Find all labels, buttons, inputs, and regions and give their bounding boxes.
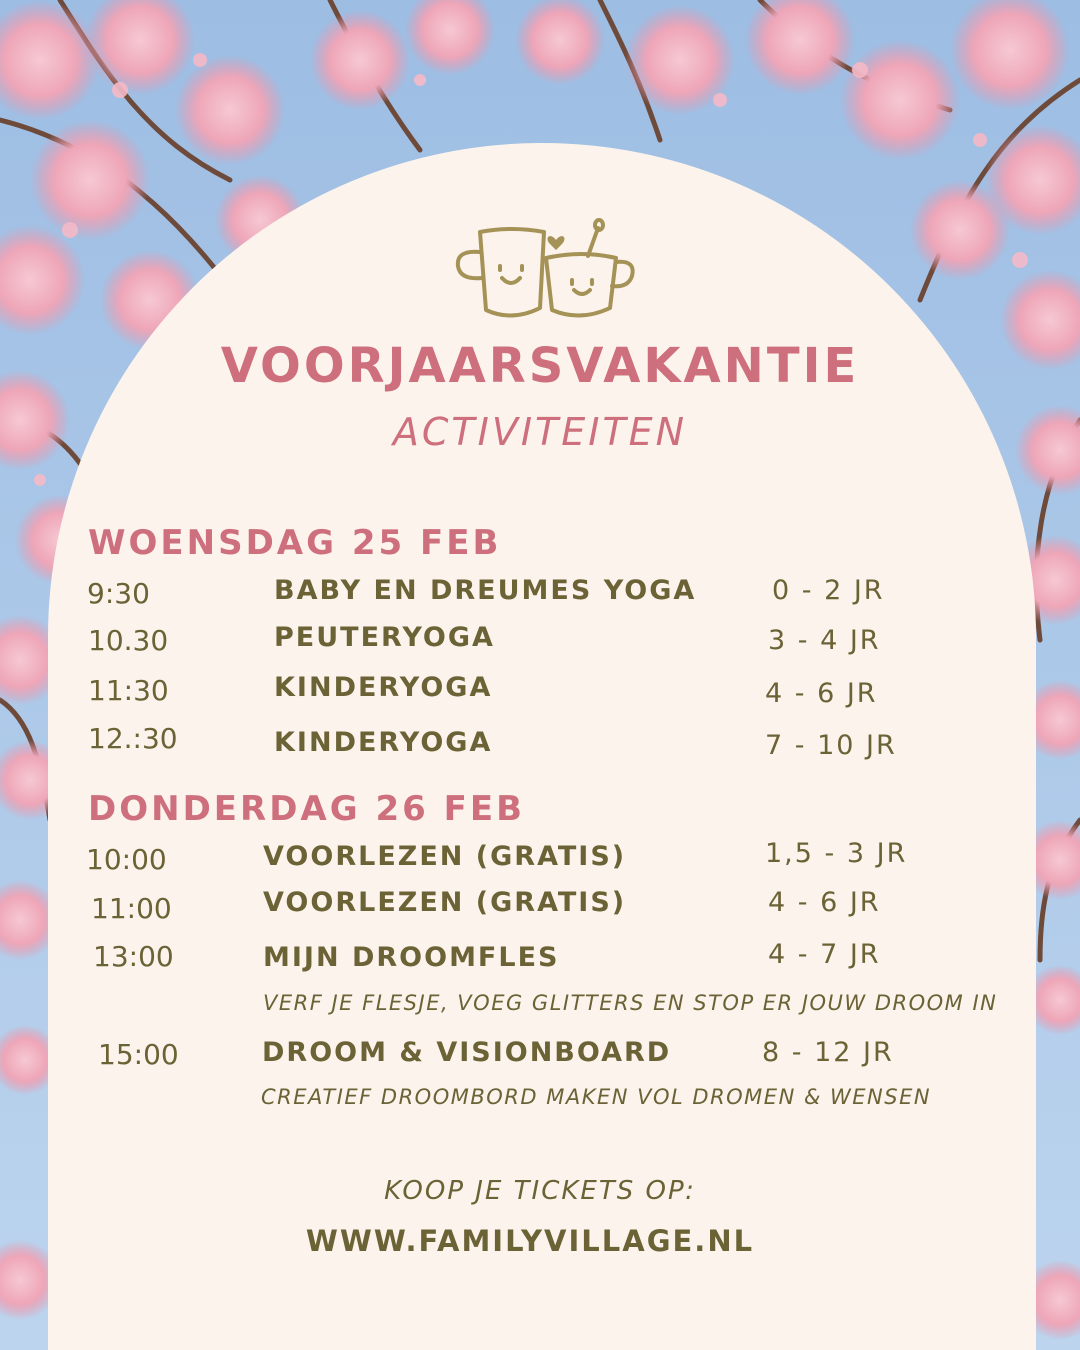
activity-age: 7 - 10 JR <box>765 730 897 761</box>
page-title: VOORJAARSVAKANTIE <box>220 338 860 394</box>
activity-age: 0 - 2 JR <box>772 575 885 606</box>
activity-time: 11:30 <box>88 674 169 707</box>
activity-time: 9:30 <box>87 577 150 610</box>
activity-age: 4 - 6 JR <box>765 678 878 709</box>
activity-name: MIJN DROOMFLES <box>263 942 560 973</box>
activity-time: 15:00 <box>98 1038 179 1071</box>
activity-name: PEUTERYOGA <box>274 622 495 653</box>
activity-age: 3 - 4 JR <box>768 625 881 656</box>
activity-description: VERF JE FLESJE, VOEG GLITTERS EN STOP ER JOUW DROOM IN <box>263 991 998 1015</box>
activity-name: DROOM & VISIONBOARD <box>262 1037 672 1068</box>
tickets-label: KOOP JE TICKETS OP: <box>384 1176 696 1206</box>
activity-time: 10:00 <box>86 843 167 876</box>
activity-age: 4 - 7 JR <box>768 939 881 970</box>
two-smiling-mugs-icon <box>452 218 638 326</box>
activity-time: 10.30 <box>88 624 169 657</box>
activity-name: KINDERYOGA <box>274 672 493 703</box>
activity-age: 4 - 6 JR <box>768 887 881 918</box>
day-heading: WOENSDAG 25 FEB <box>88 523 502 563</box>
activity-age: 1,5 - 3 JR <box>765 838 908 869</box>
activity-age: 8 - 12 JR <box>762 1037 894 1068</box>
activity-description: CREATIEF DROOMBORD MAKEN VOL DROMEN & WENSEN <box>261 1085 932 1109</box>
activity-name: BABY EN DREUMES YOGA <box>274 575 697 606</box>
activity-time: 12.:30 <box>88 722 178 755</box>
day-heading: DONDERDAG 26 FEB <box>88 789 526 829</box>
activity-name: VOORLEZEN (GRATIS) <box>263 841 627 872</box>
activity-name: VOORLEZEN (GRATIS) <box>263 887 627 918</box>
tickets-url: WWW.FAMILYVILLAGE.NL <box>305 1224 755 1258</box>
activity-name: KINDERYOGA <box>274 727 493 758</box>
page-subtitle: ACTIVITEITEN <box>392 410 688 454</box>
activity-time: 13:00 <box>93 940 174 973</box>
activity-time: 11:00 <box>91 892 172 925</box>
